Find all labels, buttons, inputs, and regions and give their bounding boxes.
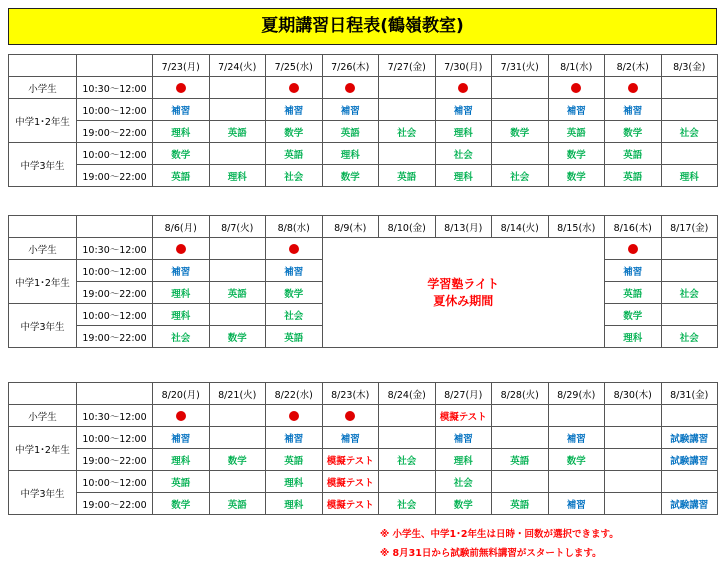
time-slot-label: 19:00～22:00 [77,326,153,348]
jh12-am-cell: 試験講習 [661,427,718,449]
schedule-table-1 [8,54,718,187]
jh12-am-cell: 補習 [266,427,323,449]
header-blank-cell [9,383,77,405]
attendance-dot-icon [345,411,355,421]
page-title: 夏期講習日程表(鶴嶺教室) [8,8,717,45]
jh3-am-cell: 数学 [153,143,210,165]
jh3-am-cell [661,304,718,326]
group-label-jh3: 中学3年生 [9,471,77,515]
attendance-dot-icon [458,83,468,93]
time-slot-label: 10:30～12:00 [77,405,153,427]
jh12-am-cell [661,99,718,121]
jh12-am-cell [492,427,549,449]
attendance-dot-icon [176,83,186,93]
summer-break-notice [322,238,605,348]
date-header: 8/31(金) [661,383,718,405]
date-header: 8/21(火) [209,383,266,405]
time-slot-label: 10:00～12:00 [77,471,153,493]
jh12-pm-row [9,449,718,471]
jh12-pm-cell: 理科 [435,449,492,471]
date-header: 8/8(水) [266,216,323,238]
jh12-pm-cell: 理科 [153,121,210,143]
header-blank-cell [77,383,153,405]
jh12-am-cell: 補習 [322,427,379,449]
jh3-pm-cell: 英語 [266,326,323,348]
jh3-pm-cell: 理科 [661,165,718,187]
elementary-cell [605,238,662,260]
date-header: 8/2(木) [605,55,662,77]
time-slot-label: 10:00～12:00 [77,427,153,449]
date-header-row [9,383,718,405]
elementary-cell [661,238,718,260]
jh12-pm-cell: 数学 [209,449,266,471]
date-header: 8/27(月) [435,383,492,405]
jh12-am-row [9,99,718,121]
date-header-row [9,55,718,77]
jh3-pm-cell: 英語 [153,165,210,187]
jh12-pm-cell [605,449,662,471]
date-header: 8/28(火) [492,383,549,405]
group-label-elementary: 小学生 [9,405,77,427]
jh3-am-cell [209,143,266,165]
date-header: 8/9(木) [322,216,379,238]
jh12-pm-cell: 社会 [379,121,436,143]
attendance-dot-icon [289,244,299,254]
jh3-am-cell: 英語 [605,143,662,165]
header-blank-cell [77,55,153,77]
attendance-dot-icon [176,411,186,421]
jh3-pm-cell: 数学 [153,493,210,515]
jh12-pm-cell: 数学 [266,282,323,304]
elementary-cell [605,77,662,99]
date-header: 7/25(水) [266,55,323,77]
jh12-am-cell [379,427,436,449]
jh12-pm-cell: 英語 [322,121,379,143]
time-slot-label: 19:00～22:00 [77,165,153,187]
group-label-jh12: 中学1･2年生 [9,260,77,304]
jh12-am-cell: 補習 [153,427,210,449]
jh12-pm-cell: 理科 [153,282,210,304]
group-label-jh3: 中学3年生 [9,304,77,348]
elementary-cell [209,77,266,99]
jh12-am-cell: 補習 [435,427,492,449]
jh3-am-cell [209,471,266,493]
time-slot-label: 19:00～22:00 [77,282,153,304]
jh12-am-cell: 補習 [153,99,210,121]
jh12-am-cell [492,99,549,121]
jh12-pm-cell: 英語 [266,449,323,471]
date-header: 8/10(金) [379,216,436,238]
jh12-am-cell: 補習 [548,427,605,449]
header-blank-cell [9,216,77,238]
jh12-am-cell: 補習 [548,99,605,121]
header-blank-cell [77,216,153,238]
jh3-pm-cell: 社会 [153,326,210,348]
summer-break-line-2: 夏休み期間 [433,293,494,308]
jh12-pm-cell: 英語 [209,282,266,304]
note-1: ※ 小学生、中学1･2年生は日時・回数が選択できます。 [380,529,619,540]
jh3-am-cell: 理科 [266,471,323,493]
elementary-cell: 模擬テスト [435,405,492,427]
jh12-am-cell [661,260,718,282]
jh12-am-cell: 補習 [605,260,662,282]
jh12-am-cell: 補習 [605,99,662,121]
jh3-pm-cell: 数学 [322,165,379,187]
jh3-pm-cell: 社会 [661,326,718,348]
elementary-cell [661,77,718,99]
jh12-pm-cell: 理科 [153,449,210,471]
jh3-pm-cell: 社会 [379,493,436,515]
elementary-cell [153,77,210,99]
jh12-pm-cell: 社会 [661,282,718,304]
jh12-pm-cell: 英語 [605,282,662,304]
jh12-pm-cell: 模擬テスト [322,449,379,471]
note-2: ※ 8月31日から試験前無料講習がスタートします。 [380,548,602,559]
jh3-am-cell [492,143,549,165]
date-header: 7/27(金) [379,55,436,77]
jh3-am-cell: 数学 [605,304,662,326]
elementary-cell [266,405,323,427]
date-header: 8/15(水) [548,216,605,238]
jh3-am-cell: 社会 [435,471,492,493]
jh3-am-cell: 英語 [153,471,210,493]
jh12-am-cell [209,427,266,449]
time-slot-label: 10:30～12:00 [77,77,153,99]
date-header: 8/17(金) [661,216,718,238]
jh3-pm-cell: 模擬テスト [322,493,379,515]
jh12-pm-cell: 英語 [548,121,605,143]
jh12-am-cell: 補習 [153,260,210,282]
date-header: 8/16(木) [605,216,662,238]
jh12-pm-cell: 数学 [605,121,662,143]
jh12-pm-cell: 数学 [266,121,323,143]
jh3-am-cell: 社会 [435,143,492,165]
jh12-pm-cell: 数学 [548,449,605,471]
date-header: 8/24(金) [379,383,436,405]
time-slot-label: 10:30～12:00 [77,238,153,260]
attendance-dot-icon [628,83,638,93]
time-slot-label: 19:00～22:00 [77,493,153,515]
jh3-am-cell: 数学 [548,143,605,165]
attendance-dot-icon [628,244,638,254]
attendance-dot-icon [571,83,581,93]
date-header: 8/30(木) [605,383,662,405]
jh3-am-cell [661,471,718,493]
elementary-cell [379,77,436,99]
jh12-am-cell [605,427,662,449]
jh3-am-cell [492,471,549,493]
group-label-elementary: 小学生 [9,238,77,260]
elementary-cell [661,405,718,427]
group-label-jh3: 中学3年生 [9,143,77,187]
elementary-cell [322,405,379,427]
jh12-am-row [9,427,718,449]
jh3-pm-cell: 数学 [209,326,266,348]
date-header: 7/31(火) [492,55,549,77]
jh3-am-row [9,471,718,493]
elementary-cell [548,77,605,99]
jh3-pm-cell: 理科 [266,493,323,515]
jh3-am-cell: 社会 [266,304,323,326]
jh3-am-cell [379,471,436,493]
jh3-pm-cell: 数学 [435,493,492,515]
attendance-dot-icon [289,83,299,93]
jh3-pm-cell: 英語 [379,165,436,187]
jh3-am-cell [661,143,718,165]
date-header: 8/29(水) [548,383,605,405]
jh12-am-cell: 補習 [322,99,379,121]
jh12-am-cell: 補習 [435,99,492,121]
date-header: 7/30(月) [435,55,492,77]
jh12-pm-row [9,121,718,143]
group-label-elementary: 小学生 [9,77,77,99]
jh3-pm-cell: 試験講習 [661,493,718,515]
elementary-cell [209,238,266,260]
elementary-cell [435,77,492,99]
date-header: 8/7(火) [209,216,266,238]
time-slot-label: 19:00～22:00 [77,121,153,143]
jh12-am-cell [379,99,436,121]
date-header-row [9,216,718,238]
header-blank-cell [9,55,77,77]
time-slot-label: 10:00～12:00 [77,260,153,282]
date-header: 8/1(水) [548,55,605,77]
date-header: 8/13(月) [435,216,492,238]
jh3-am-cell [605,471,662,493]
jh12-pm-cell: 理科 [435,121,492,143]
elementary-row [9,405,718,427]
elementary-cell [548,405,605,427]
date-header: 8/22(水) [266,383,323,405]
elementary-cell [322,77,379,99]
jh12-pm-cell: 社会 [661,121,718,143]
elementary-cell [153,238,210,260]
attendance-dot-icon [345,83,355,93]
jh3-pm-cell: 理科 [435,165,492,187]
jh12-pm-cell: 試験講習 [661,449,718,471]
jh3-pm-cell: 英語 [492,493,549,515]
elementary-cell [266,238,323,260]
jh12-am-cell [209,260,266,282]
date-header: 8/6(月) [153,216,210,238]
elementary-row [9,77,718,99]
jh3-am-row [9,143,718,165]
jh3-pm-cell: 補習 [548,493,605,515]
elementary-row [9,238,718,260]
jh3-pm-cell: 理科 [605,326,662,348]
elementary-cell [153,405,210,427]
elementary-cell [492,77,549,99]
elementary-cell [209,405,266,427]
jh3-pm-cell: 英語 [209,493,266,515]
jh3-pm-cell [605,493,662,515]
date-header: 7/23(月) [153,55,210,77]
date-header: 8/20(月) [153,383,210,405]
summer-break-line-1: 学習塾ライト [427,276,500,291]
time-slot-label: 10:00～12:00 [77,143,153,165]
jh3-pm-cell: 社会 [266,165,323,187]
jh3-pm-row [9,493,718,515]
jh12-pm-cell: 社会 [379,449,436,471]
jh3-pm-cell: 社会 [492,165,549,187]
date-header: 8/14(火) [492,216,549,238]
jh3-am-cell [548,471,605,493]
date-header: 7/24(火) [209,55,266,77]
jh3-am-cell [379,143,436,165]
date-header: 8/23(木) [322,383,379,405]
attendance-dot-icon [289,411,299,421]
group-label-jh12: 中学1･2年生 [9,427,77,471]
time-slot-label: 19:00～22:00 [77,449,153,471]
jh3-am-cell: 理科 [153,304,210,326]
time-slot-label: 10:00～12:00 [77,304,153,326]
elementary-cell [605,405,662,427]
jh3-am-cell [209,304,266,326]
date-header: 8/3(金) [661,55,718,77]
jh3-am-cell: 英語 [266,143,323,165]
jh3-pm-cell: 数学 [548,165,605,187]
jh12-pm-cell: 数学 [492,121,549,143]
date-header: 7/26(木) [322,55,379,77]
elementary-cell [379,405,436,427]
time-slot-label: 10:00～12:00 [77,99,153,121]
schedule-table-2 [8,215,718,348]
jh3-pm-cell: 理科 [209,165,266,187]
jh12-pm-cell: 英語 [492,449,549,471]
attendance-dot-icon [176,244,186,254]
elementary-cell [492,405,549,427]
jh12-pm-cell: 英語 [209,121,266,143]
jh3-pm-row [9,165,718,187]
schedule-table-3 [8,382,718,515]
jh12-am-cell: 補習 [266,260,323,282]
elementary-cell [266,77,323,99]
jh3-am-cell: 理科 [322,143,379,165]
group-label-jh12: 中学1･2年生 [9,99,77,143]
jh3-am-cell: 模擬テスト [322,471,379,493]
jh3-pm-cell: 英語 [605,165,662,187]
jh12-am-cell [209,99,266,121]
jh12-am-cell: 補習 [266,99,323,121]
